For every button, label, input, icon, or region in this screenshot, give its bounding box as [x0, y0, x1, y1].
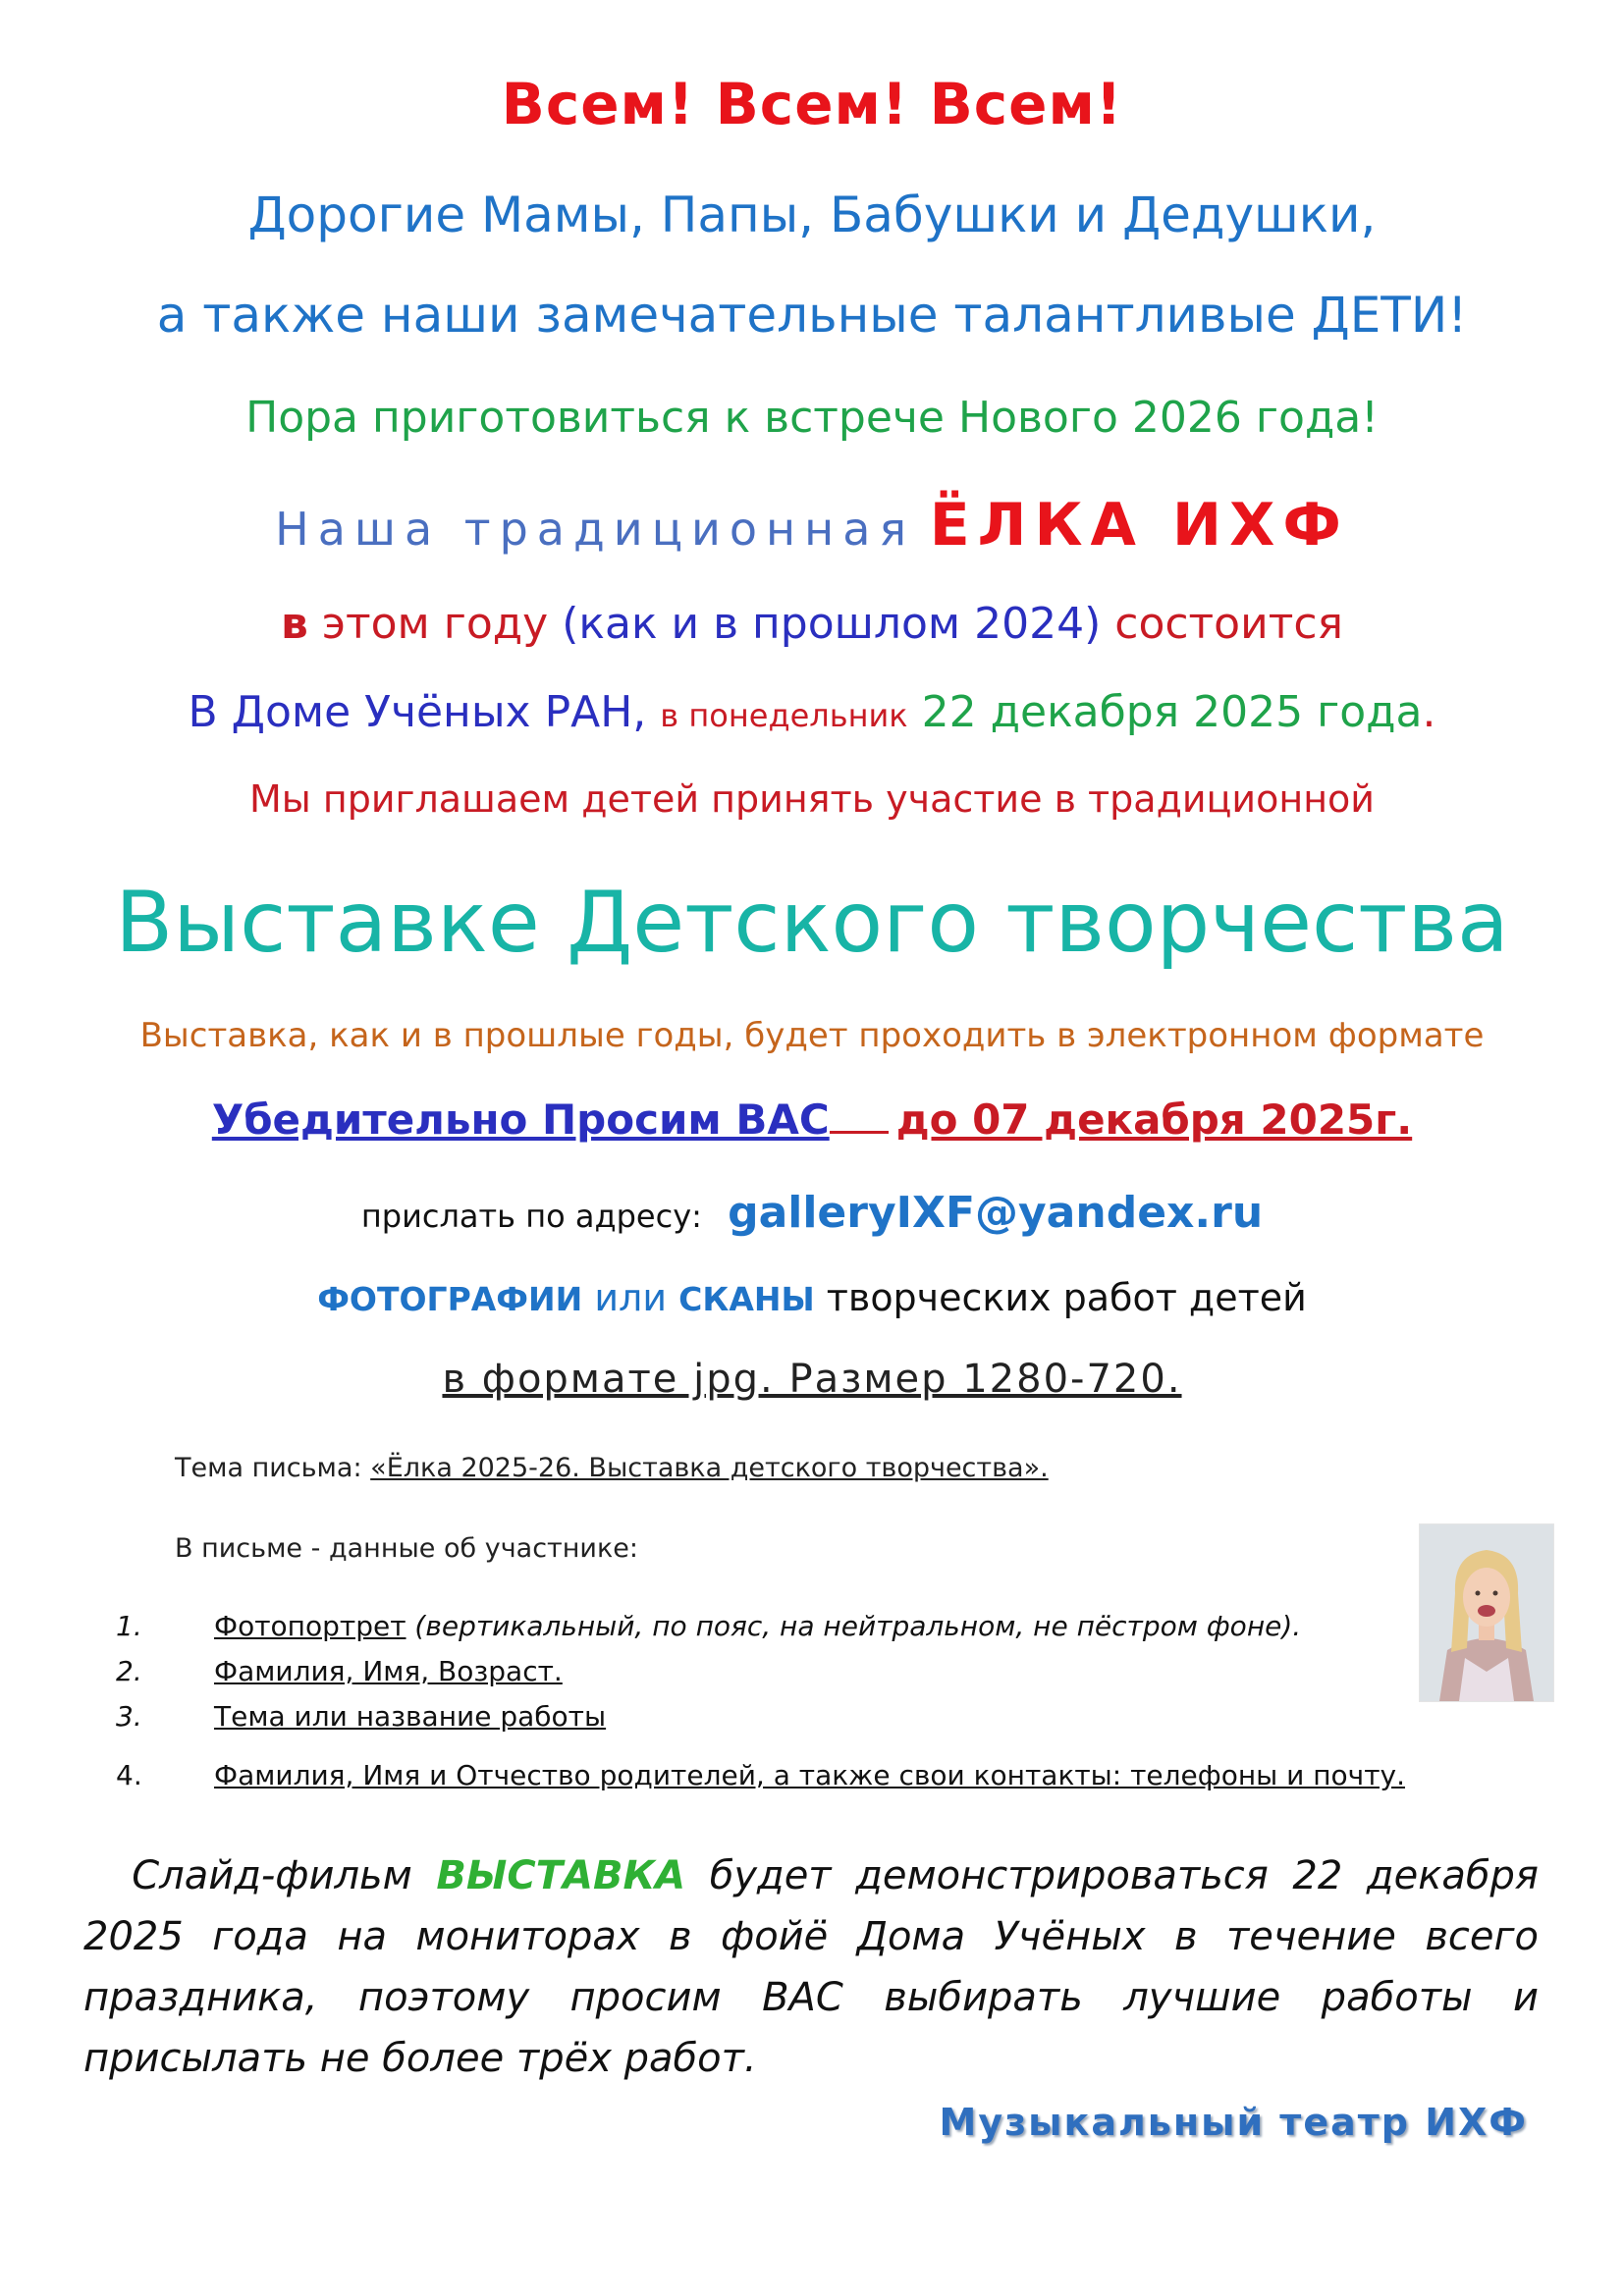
- underline-gap: [830, 1092, 889, 1134]
- date-dot: .: [1422, 687, 1436, 737]
- list-item: [116, 1759, 1405, 1791]
- venue-line: [0, 687, 1624, 737]
- list-number: 2.: [116, 1655, 142, 1687]
- this-year-text: этом году: [321, 599, 549, 649]
- event-line: [0, 491, 1624, 560]
- photos-text: ФОТОГРАФИИ: [317, 1280, 583, 1318]
- subject-line: [175, 1453, 1049, 1483]
- prepare-line: Пора приготовиться к встрече Нового 2026 года!: [245, 393, 1379, 443]
- this-year-v: в: [281, 599, 308, 649]
- format-note: Выставка, как и в прошлые годы, будет проходить в электронном формате: [139, 1016, 1485, 1055]
- email-link[interactable]: galleryIXF@yandex.ru: [728, 1188, 1264, 1238]
- monday-text: в понедельник: [660, 697, 908, 734]
- list-item: [116, 1700, 606, 1733]
- child-portrait-image: [1420, 1524, 1553, 1701]
- this-year-line: [0, 599, 1624, 649]
- elka-title: ЁЛКА ИХФ: [929, 491, 1349, 560]
- list-note: (вертикальный, по пояс, на нейтральном, не пёстром фоне).: [406, 1610, 1302, 1642]
- scans-text: СКАНЫ: [678, 1280, 815, 1318]
- signature: Музыкальный театр ИХФ: [939, 2101, 1528, 2144]
- event-date: 22 декабря 2025 года: [921, 687, 1423, 737]
- exhibition-title: Выставке Детского творчества: [115, 874, 1509, 972]
- call-heading: Всем! Всем! Всем!: [501, 71, 1123, 137]
- closing-rest-text: будет демонстрироваться 22 декабря 2025 года на мониторах в фойё Дома Учёных в течение всего праздника, поэтому просим ВАС выбирать лучшие работы и присылать не более трёх работ.: [83, 1853, 1539, 2081]
- our-traditional-text: Наша традиционная: [275, 503, 916, 556]
- list-number: 1.: [116, 1610, 142, 1642]
- list-number: 3.: [116, 1700, 142, 1733]
- closing-paragraph: [83, 1845, 1539, 2089]
- send-to-text: прислать по адресу:: [360, 1198, 702, 1235]
- subject-value: «Ёлка 2025-26. Выставка детского творчества».: [370, 1453, 1049, 1483]
- list-text: Фотопортрет: [214, 1610, 406, 1642]
- invite-line: Мы приглашаем детей принять участие в традиционной: [248, 777, 1375, 821]
- list-item: [116, 1655, 563, 1687]
- send-to-line: [0, 1188, 1624, 1238]
- vystavka-text: ВЫСТАВКА: [436, 1853, 686, 1898]
- works-text: творческих работ детей: [826, 1276, 1307, 1319]
- list-text: Тема или название работы: [214, 1700, 607, 1733]
- greeting-line-2: а также наши замечательные талантливые ДЕТИ!: [156, 287, 1468, 344]
- venue-text: В Доме Учёных РАН,: [188, 687, 647, 737]
- subject-label: Тема письма:: [175, 1453, 362, 1483]
- greeting-line-1: Дорогие Мамы, Папы, Бабушки и Дедушки,: [247, 187, 1377, 243]
- ask-text: Убедительно Просим ВАС: [211, 1095, 830, 1144]
- takes-place-text: состоится: [1114, 599, 1343, 649]
- sample-portrait-photo: [1419, 1523, 1554, 1702]
- list-number: 4.: [116, 1759, 142, 1791]
- file-format-line: [0, 1357, 1624, 1402]
- list-item: [116, 1610, 1301, 1642]
- file-format-text: в формате jpg. Размер 1280-720.: [442, 1357, 1182, 1402]
- or-text: или: [594, 1276, 668, 1319]
- in-letter-heading: В письме - данные об участнике:: [175, 1533, 638, 1564]
- as-last-year-text: (как и в прошлом 2024): [562, 599, 1102, 649]
- deadline-line: [0, 1092, 1624, 1144]
- list-text: Фамилия, Имя, Возраст.: [214, 1655, 563, 1687]
- slide-film-text: Слайд-фильм: [132, 1853, 412, 1898]
- photos-line: [0, 1276, 1624, 1319]
- list-text: Фамилия, Имя и Отчество родителей, а также свои контакты: телефоны и почту.: [214, 1759, 1406, 1791]
- deadline-text: до 07 декабря 2025г.: [895, 1095, 1413, 1144]
